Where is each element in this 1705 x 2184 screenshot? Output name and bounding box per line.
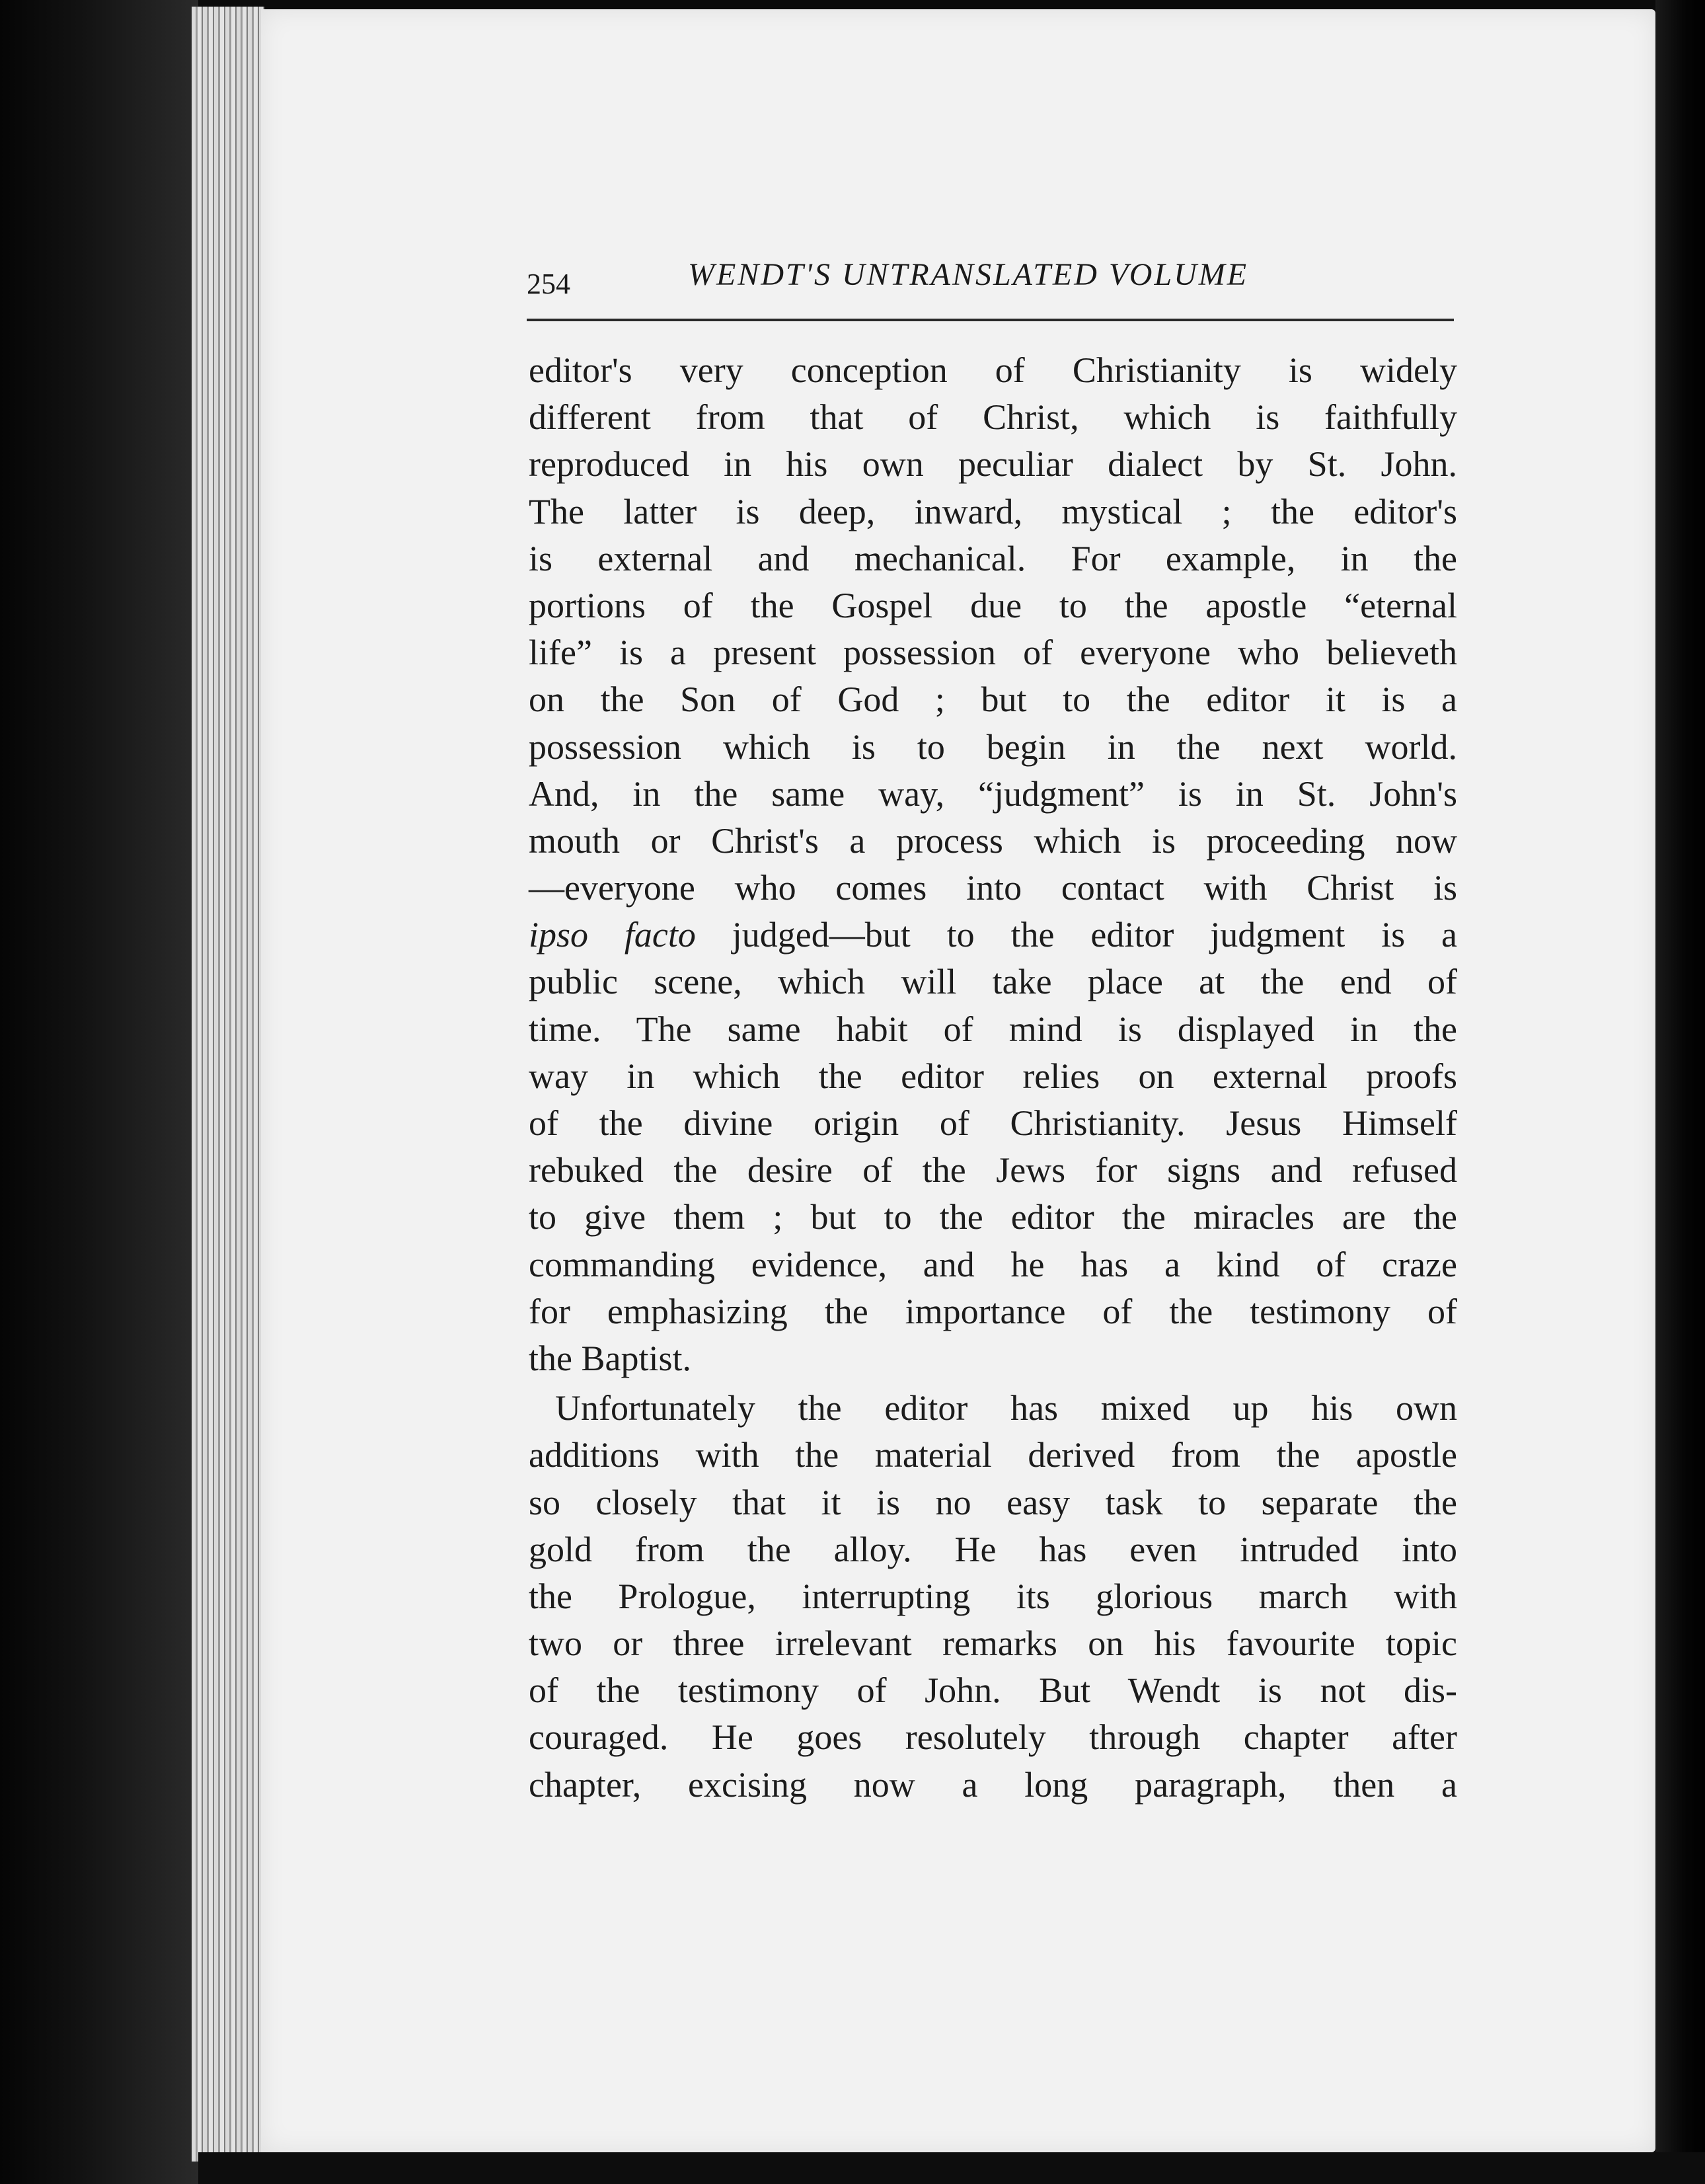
- text-line: Unfortunately the editor has mixed up his own: [555, 1388, 1457, 1428]
- text-line: way in which the editor relies on external proofs: [529, 1056, 1457, 1096]
- text-line: possession which is to begin in the next world.: [529, 726, 1457, 767]
- text-line: And, in the same way, “judgment” is in St. John's: [529, 773, 1457, 814]
- italic-phrase: ipso facto: [529, 915, 696, 955]
- text-line: couraged. He goes resolutely through chapter after: [529, 1717, 1457, 1758]
- text-line: rebuked the desire of the Jews for signs and refused: [529, 1150, 1457, 1190]
- text-line: reproduced in his own peculiar dialect by St. John.: [529, 444, 1457, 485]
- text-line: the Prologue, interrupting its glorious march with: [529, 1576, 1457, 1616]
- text-line: to give them ; but to the editor the miracles are the: [529, 1197, 1457, 1237]
- text-line: public scene, which will take place at the end of: [529, 962, 1457, 1002]
- text-line: chapter, excising now a long paragraph, then a: [529, 1764, 1457, 1805]
- text-line: additions with the material derived from the apostle: [529, 1435, 1457, 1475]
- running-head: [527, 256, 1454, 309]
- text-line: commanding evidence, and he has a kind of craze: [529, 1244, 1457, 1284]
- text-line: mouth or Christ's a process which is proceeding now: [529, 820, 1457, 861]
- right-margin-shadow: [1655, 0, 1705, 2184]
- text-line: of the divine origin of Christianity. Jesus Himself: [529, 1103, 1457, 1143]
- body-text: [529, 347, 1457, 1809]
- header-rule: [527, 319, 1454, 321]
- text-line: for emphasizing the importance of the testimony of: [529, 1291, 1457, 1331]
- text-line: of the testimony of John. But Wendt is not dis-: [529, 1670, 1457, 1711]
- text-line: life” is a present possession of everyone who believeth: [529, 633, 1457, 673]
- text-line-italic: [529, 912, 1457, 958]
- text-line: the Baptist.: [529, 1338, 691, 1378]
- text-line: different from that of Christ, which is faithfully: [529, 397, 1457, 438]
- text-line: The latter is deep, inward, mystical ; the editor's: [529, 491, 1457, 531]
- text-line: is external and mechanical. For example, in the: [529, 538, 1457, 578]
- italic-line-rest: judged—but to the editor judgment is a: [695, 915, 1457, 955]
- paragraph-1: [529, 347, 1457, 1382]
- book-binding: [0, 0, 198, 2184]
- bottom-margin-shadow: [198, 2152, 1705, 2184]
- text-line: gold from the alloy. He has even intruded into: [529, 1529, 1457, 1569]
- text-line: time. The same habit of mind is displayed in the: [529, 1009, 1457, 1049]
- page-edges: [192, 7, 264, 2162]
- text-line: portions of the Gospel due to the apostle “eternal: [529, 585, 1457, 625]
- running-title: WENDT'S UNTRANSLATED VOLUME: [688, 257, 1249, 292]
- text-line: so closely that it is no easy task to separate the: [529, 1482, 1457, 1522]
- text-line: two or three irrelevant remarks on his favourite topic: [529, 1623, 1457, 1664]
- paragraph-2: [529, 1385, 1457, 1809]
- text-line: on the Son of God ; but to the editor it is a: [529, 680, 1457, 720]
- page-number: 254: [527, 268, 570, 300]
- text-line: —everyone who comes into contact with Christ is: [529, 868, 1457, 908]
- text-line: editor's very conception of Christianity is widely: [529, 350, 1457, 390]
